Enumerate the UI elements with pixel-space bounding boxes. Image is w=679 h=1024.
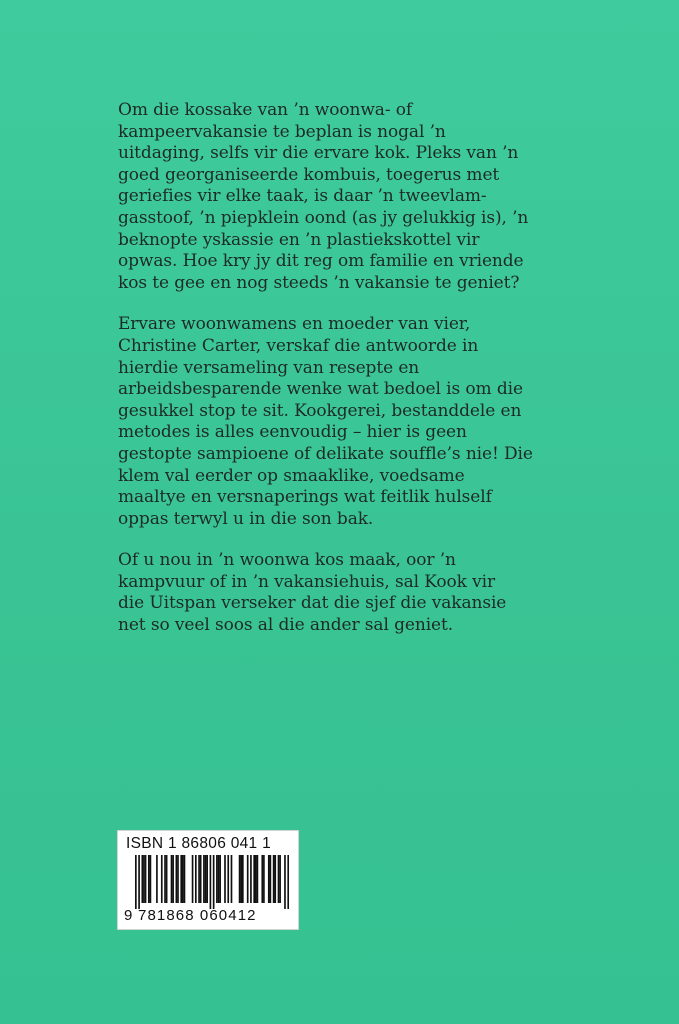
text-line: Om die kossake van ’n woonwa- of <box>118 100 413 120</box>
text-line: Ervare woonwamens en moeder van vier, <box>118 314 471 335</box>
text-line: metodes is alles eenvoudig – hier is geen <box>118 422 467 443</box>
barcode-bar <box>213 855 215 909</box>
barcode-bar <box>231 855 233 903</box>
barcode-bar <box>268 855 270 903</box>
barcode-bar <box>171 855 173 903</box>
barcode-bar <box>219 855 221 903</box>
barcode-bar <box>257 855 259 903</box>
barcode-bar <box>253 855 255 903</box>
barcode-bar <box>148 855 150 903</box>
text-line: die Uitspan verseker dat die sjef die vakansie <box>118 593 507 614</box>
barcode-bar <box>203 855 205 903</box>
text-line: kos te gee en nog steeds ’n vakansie te geniet? <box>118 272 520 293</box>
text-line: opwas. Hoe kry jy dit reg om familie en vriende <box>118 251 524 272</box>
text-line: gestopte sampioene of delikate souffle’s nie! Die <box>118 443 533 464</box>
barcode-bar <box>161 855 163 903</box>
text-line: kampvuur of in ’n vakansiehuis, sal Kook vir <box>118 571 496 592</box>
blurb-text <box>118 100 618 657</box>
barcode-bar <box>224 855 226 903</box>
barcode-icon <box>135 855 289 909</box>
barcode-bar <box>273 855 275 903</box>
text-line: gesukkel stop te sit. Kookgerei, bestanddele en <box>118 400 522 421</box>
barcode-bar <box>184 855 186 903</box>
text-line: goed georganiseerde kombuis, toegerus met <box>118 164 500 185</box>
barcode-bar <box>177 855 179 903</box>
isbn-barcode-box <box>117 830 299 930</box>
barcode-bar <box>180 855 182 903</box>
barcode-bar <box>150 855 152 903</box>
barcode-bar <box>135 855 137 909</box>
text-line: geriefies vir elke taak, is daar ’n tweevlam- <box>118 186 487 207</box>
barcode-bar <box>176 855 178 903</box>
ean-digits: 781868 060412 <box>138 907 257 924</box>
barcode-bar <box>227 855 229 903</box>
barcode-bar <box>242 855 244 903</box>
barcode-bar <box>287 855 289 909</box>
barcode-bar <box>156 855 158 903</box>
barcode-bar <box>240 855 242 903</box>
barcode-bar <box>216 855 218 903</box>
barcode-bar <box>255 855 257 903</box>
ean-first-digit: 9 <box>124 907 133 924</box>
text-line: maaltye en versnaperings wat feitlik hulself <box>118 487 492 508</box>
text-line: gasstoof, ’n piepklein oond (as jy gelukkig is), ’n <box>118 207 529 228</box>
barcode-bar <box>284 855 286 909</box>
text-line: Of u nou in ’n woonwa kos maak, oor ’n <box>118 550 456 571</box>
barcode-bar <box>192 855 194 903</box>
text-line: klem val eerder op smaaklike, voedsame <box>118 465 465 486</box>
barcode-bar <box>250 855 252 903</box>
barcode-bar <box>205 855 207 903</box>
barcode-bar <box>274 855 276 903</box>
barcode-bar <box>164 855 166 903</box>
text-line: Christine Carter, verskaf die antwoorde in <box>118 335 479 356</box>
barcode-bar <box>143 855 145 903</box>
text-line: arbeidsbesparende wenke wat bedoel is om die <box>118 379 523 400</box>
barcode-bar <box>206 855 208 903</box>
barcode-bar <box>261 855 263 903</box>
isbn-label: ISBN 1 86806 041 1 <box>126 835 272 852</box>
barcode-bar <box>218 855 220 903</box>
barcode-bar <box>198 855 200 903</box>
text-line: beknopte yskassie en ’n plastiekskottel vir <box>118 229 480 250</box>
barcode-bar <box>279 855 281 903</box>
barcode-bar <box>247 855 249 903</box>
blurb-paragraph-3 <box>118 550 618 636</box>
barcode-bar <box>182 855 184 903</box>
barcode-bar <box>270 855 272 903</box>
barcode-bar <box>145 855 147 903</box>
text-line: net so veel soos al die ander sal geniet. <box>118 615 454 636</box>
text-line: oppas terwyl u in die son bak. <box>118 508 374 529</box>
text-line: hierdie versameling van resepte en <box>118 357 420 378</box>
blurb-paragraph-2 <box>118 314 618 530</box>
barcode-bar <box>200 855 202 903</box>
text-line: uitdaging, selfs vir die ervare kok. Pleks van ’n <box>118 143 519 164</box>
text-line: kampeervakansie te beplan is nogal ’n <box>118 121 446 142</box>
barcode-bar <box>278 855 280 903</box>
barcode-bar <box>141 855 143 903</box>
barcode-bar <box>210 855 212 909</box>
blurb-paragraph-1 <box>118 100 618 294</box>
barcode-bar <box>138 855 140 909</box>
barcode-bar <box>166 855 168 903</box>
barcode-bar <box>263 855 265 903</box>
barcode-bar <box>172 855 174 903</box>
barcode-bar <box>239 855 241 903</box>
barcode-bar <box>195 855 197 903</box>
